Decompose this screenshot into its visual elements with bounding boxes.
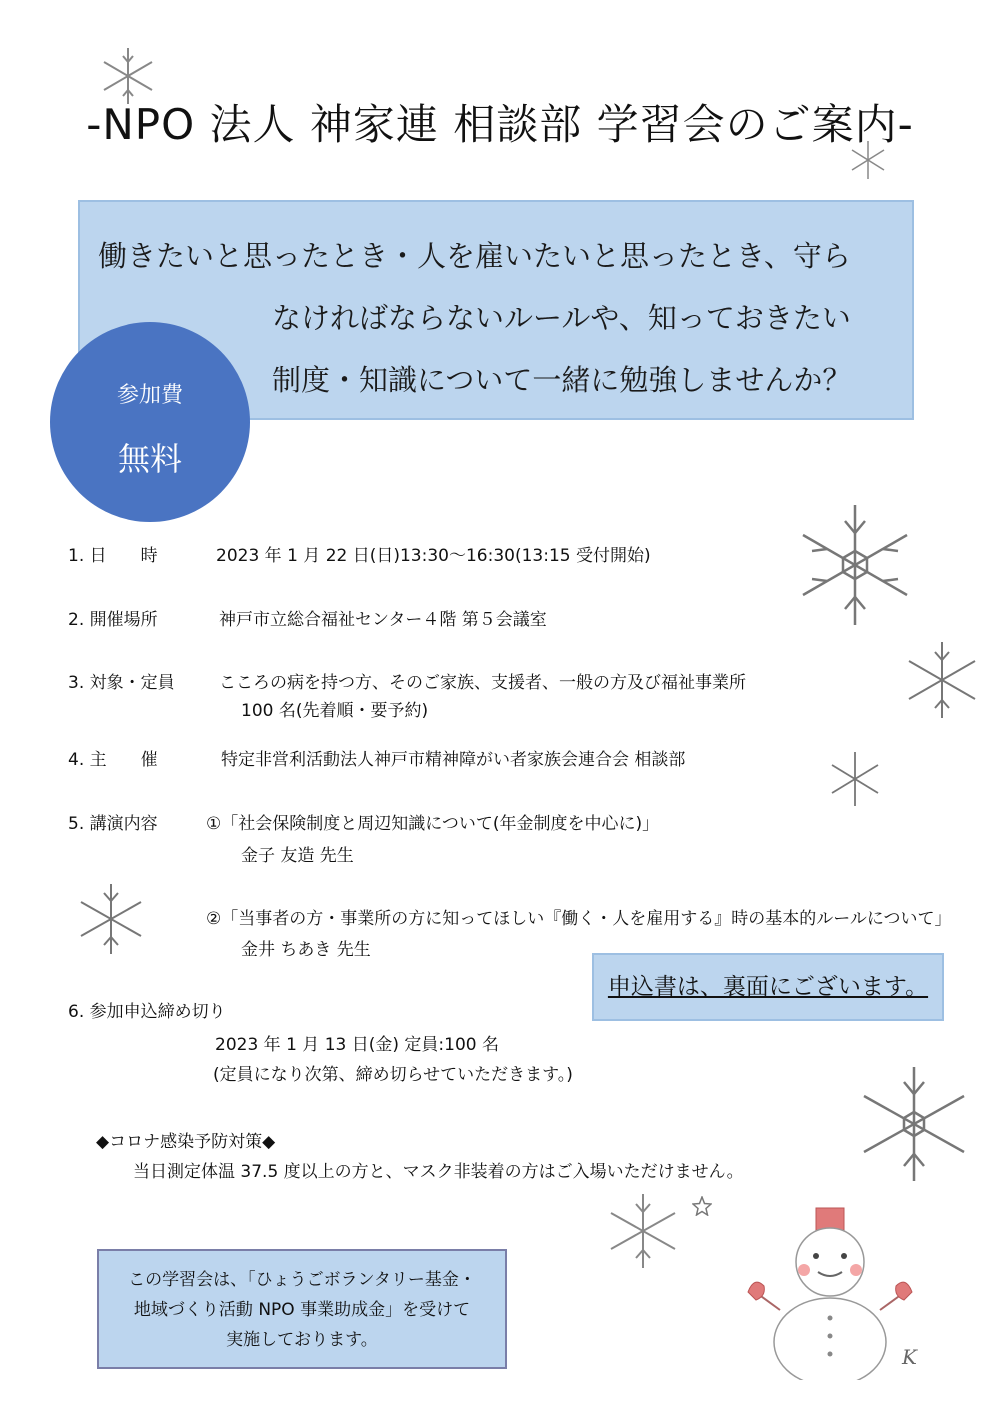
snowflake-icon <box>790 500 920 630</box>
snowflake-icon <box>602 1190 684 1272</box>
snowflake-icon <box>900 638 984 722</box>
fee-badge <box>50 322 250 522</box>
fee-label: 参加費 <box>116 383 183 408</box>
star-icon <box>692 1196 712 1216</box>
snowflake-icon <box>824 748 886 810</box>
lecture-talk-1: ①「社会保険制度と周辺知識について(年金制度を中心に)」 <box>206 814 660 834</box>
target-label: 3. 対象・定員 <box>68 673 175 693</box>
grant-box <box>97 1249 507 1369</box>
deadline-value: 2023 年 1 月 13 日(金) 定員:100 名 <box>215 1035 499 1055</box>
venue-label: 2. 開催場所 <box>68 610 158 630</box>
target-capacity: 100 名(先着順・要予約) <box>241 701 429 721</box>
intro-line-3: 制度・知識について一緒に勉強しませんか？ <box>272 363 852 397</box>
intro-line-1: 働きたいと思ったとき・人を雇いたいと思ったとき、守ら <box>98 239 851 273</box>
grant-line-1: この学習会は、「ひょうごボランタリー基金・ <box>128 1270 476 1290</box>
lecture-speaker-1: 金子 友造 先生 <box>241 846 354 866</box>
target-value: こころの病を持つ方、そのご家族、支援者、一般の方及び福祉事業所 <box>219 673 746 693</box>
lecture-talk-2: ②「当事者の方・事業所の方に知ってほしい『働く・人を雇用する』時の基本的ルールについて」 <box>206 909 952 929</box>
covid-text: 当日測定体温 37.5 度以上の方と、マスク非装着の方はご入場いただけません。 <box>133 1162 744 1182</box>
deadline-note: (定員になり次第、締め切らせていただきます。) <box>213 1065 573 1085</box>
deadline-label: 6. 参加申込締め切り <box>68 1002 226 1022</box>
intro-line-2: なければならないルールや、知っておきたい <box>272 301 851 335</box>
host-value: 特定非営利活動法人神戸市精神障がい者家族会連合会 相談部 <box>221 750 686 770</box>
host-label: 4. 主 催 <box>68 750 158 770</box>
application-notice: 申込書は、裏面にございます。 <box>607 974 929 1000</box>
venue-value: 神戸市立総合福祉センター４階 第５会議室 <box>219 610 547 630</box>
snowflake-icon <box>852 1062 976 1186</box>
grant-line-2: 地域づくり活動 NPO 事業助成金」を受けて <box>133 1300 471 1320</box>
covid-heading: ◆コロナ感染予防対策◆ <box>96 1132 276 1152</box>
artist-signature: K <box>902 1345 917 1369</box>
grant-line-3: 実施しております。 <box>226 1330 378 1350</box>
application-notice-box <box>592 953 944 1021</box>
date-label: 1. 日 時 <box>68 546 158 566</box>
lecture-speaker-2: 金井 ちあき 先生 <box>241 940 371 960</box>
fee-value: 無料 <box>117 440 182 478</box>
date-value: 2023 年 1 月 22 日(日)13:30～16:30(13:15 受付開始) <box>216 546 651 566</box>
page-title: -NPO 法人 神家連 相談部 学習会のご案内- <box>86 100 914 149</box>
snowflake-icon <box>72 880 150 958</box>
lecture-label: 5. 講演内容 <box>68 814 158 834</box>
